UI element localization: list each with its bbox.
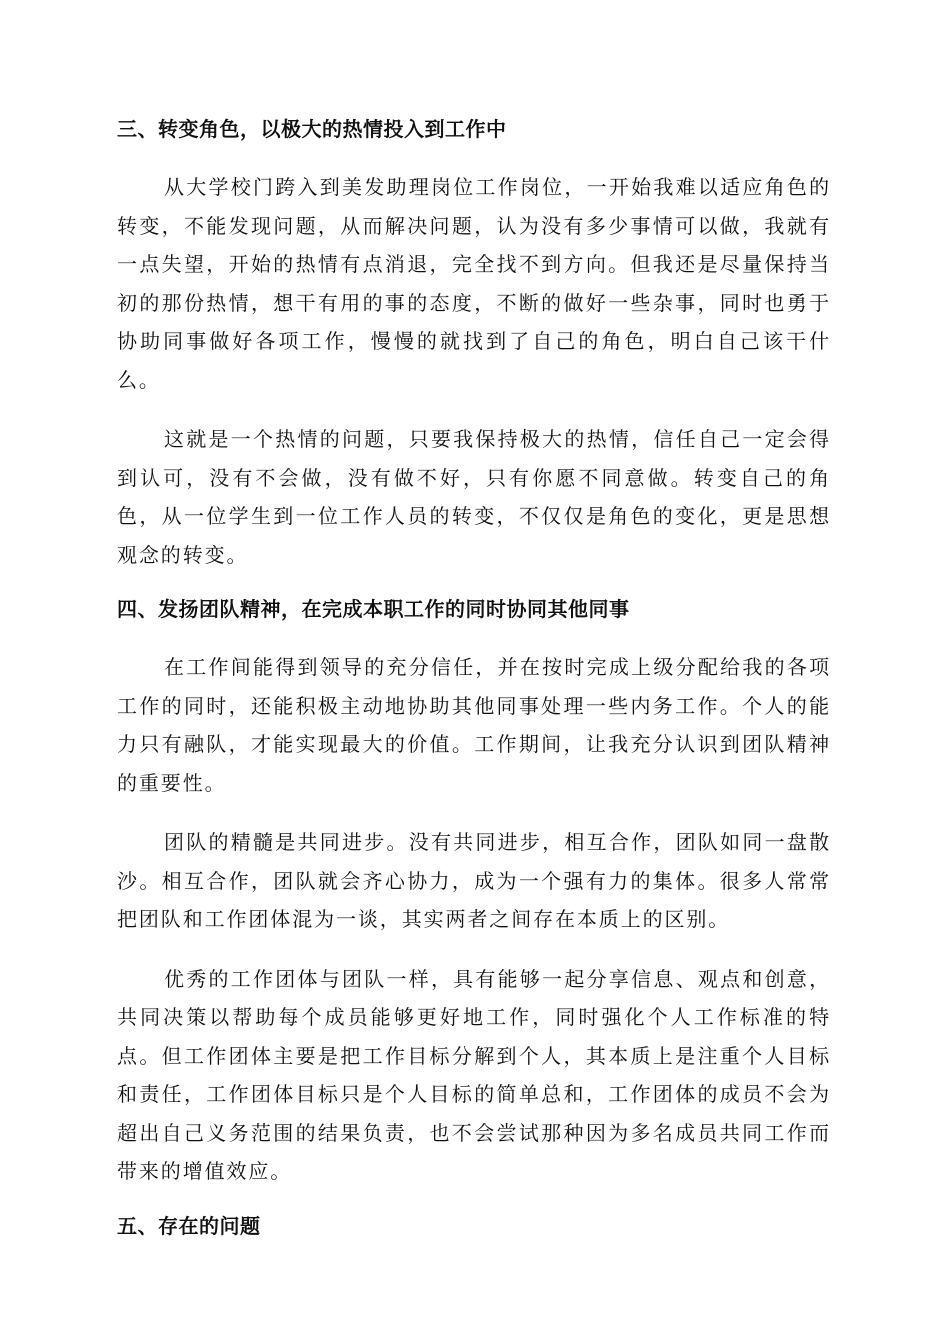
section-heading-4: 四、发扬团队精神，在完成本职工作的同时协同其他同事: [117, 597, 630, 621]
paragraph-work-group: 优秀的工作团体与团队一样，具有能够一起分享信息、观点和创意，共同决策以帮助每个成员能够更好地工作，同时强化个人工作标准的特点。但工作团体主要是把工作目标分解到个人，其本质上是注重个人目标和责任，工作团体目标只是个人目标的简单总和，工作团体的成员不会为超出自己义务范围的结果负责，也不会尝试那种因为多名成员共同工作而带来的增值效应。: [117, 966, 831, 1183]
paragraph-trust: 在工作间能得到领导的充分信任，并在按时完成上级分配给我的各项工作的同时，还能积极主动地协助其他同事处理一些内务工作。个人的能力只有融队，才能实现最大的价值。工作期间，让我充分认识到团队精神的重要性。: [117, 655, 831, 795]
paragraph-role-change: 从大学校门跨入到美发助理岗位工作岗位，一开始我难以适应角色的转变，不能发现问题，从而解决问题，认为没有多少事情可以做，我就有一点失望，开始的热情有点消退，完全找不到方向。但我还是尽量保持当初的那份热情，想干有用的事的态度，不断的做好一些杂事，同时也勇于协助同事做好各项工作，慢慢的就找到了自己的角色，明白自己该干什么。: [117, 175, 831, 392]
section-heading-3: 三、转变角色，以极大的热情投入到工作中: [117, 117, 507, 141]
paragraph-team-essence: 团队的精髓是共同进步。没有共同进步，相互合作，团队如同一盘散沙。相互合作，团队就会齐心协力，成为一个强有力的集体。很多人常常把团队和工作团体混为一谈，其实两者之间存在本质上的区别。: [117, 830, 831, 931]
paragraph-enthusiasm: 这就是一个热情的问题，只要我保持极大的热情，信任自己一定会得到认可，没有不会做，没有做不好，只有你愿不同意做。转变自己的角色，从一位学生到一位工作人员的转变，不仅仅是角色的变化，更是思想观念的转变。: [117, 427, 831, 567]
document-page: [117, 112, 831, 1243]
section-heading-5: 五、存在的问题: [117, 1213, 261, 1238]
